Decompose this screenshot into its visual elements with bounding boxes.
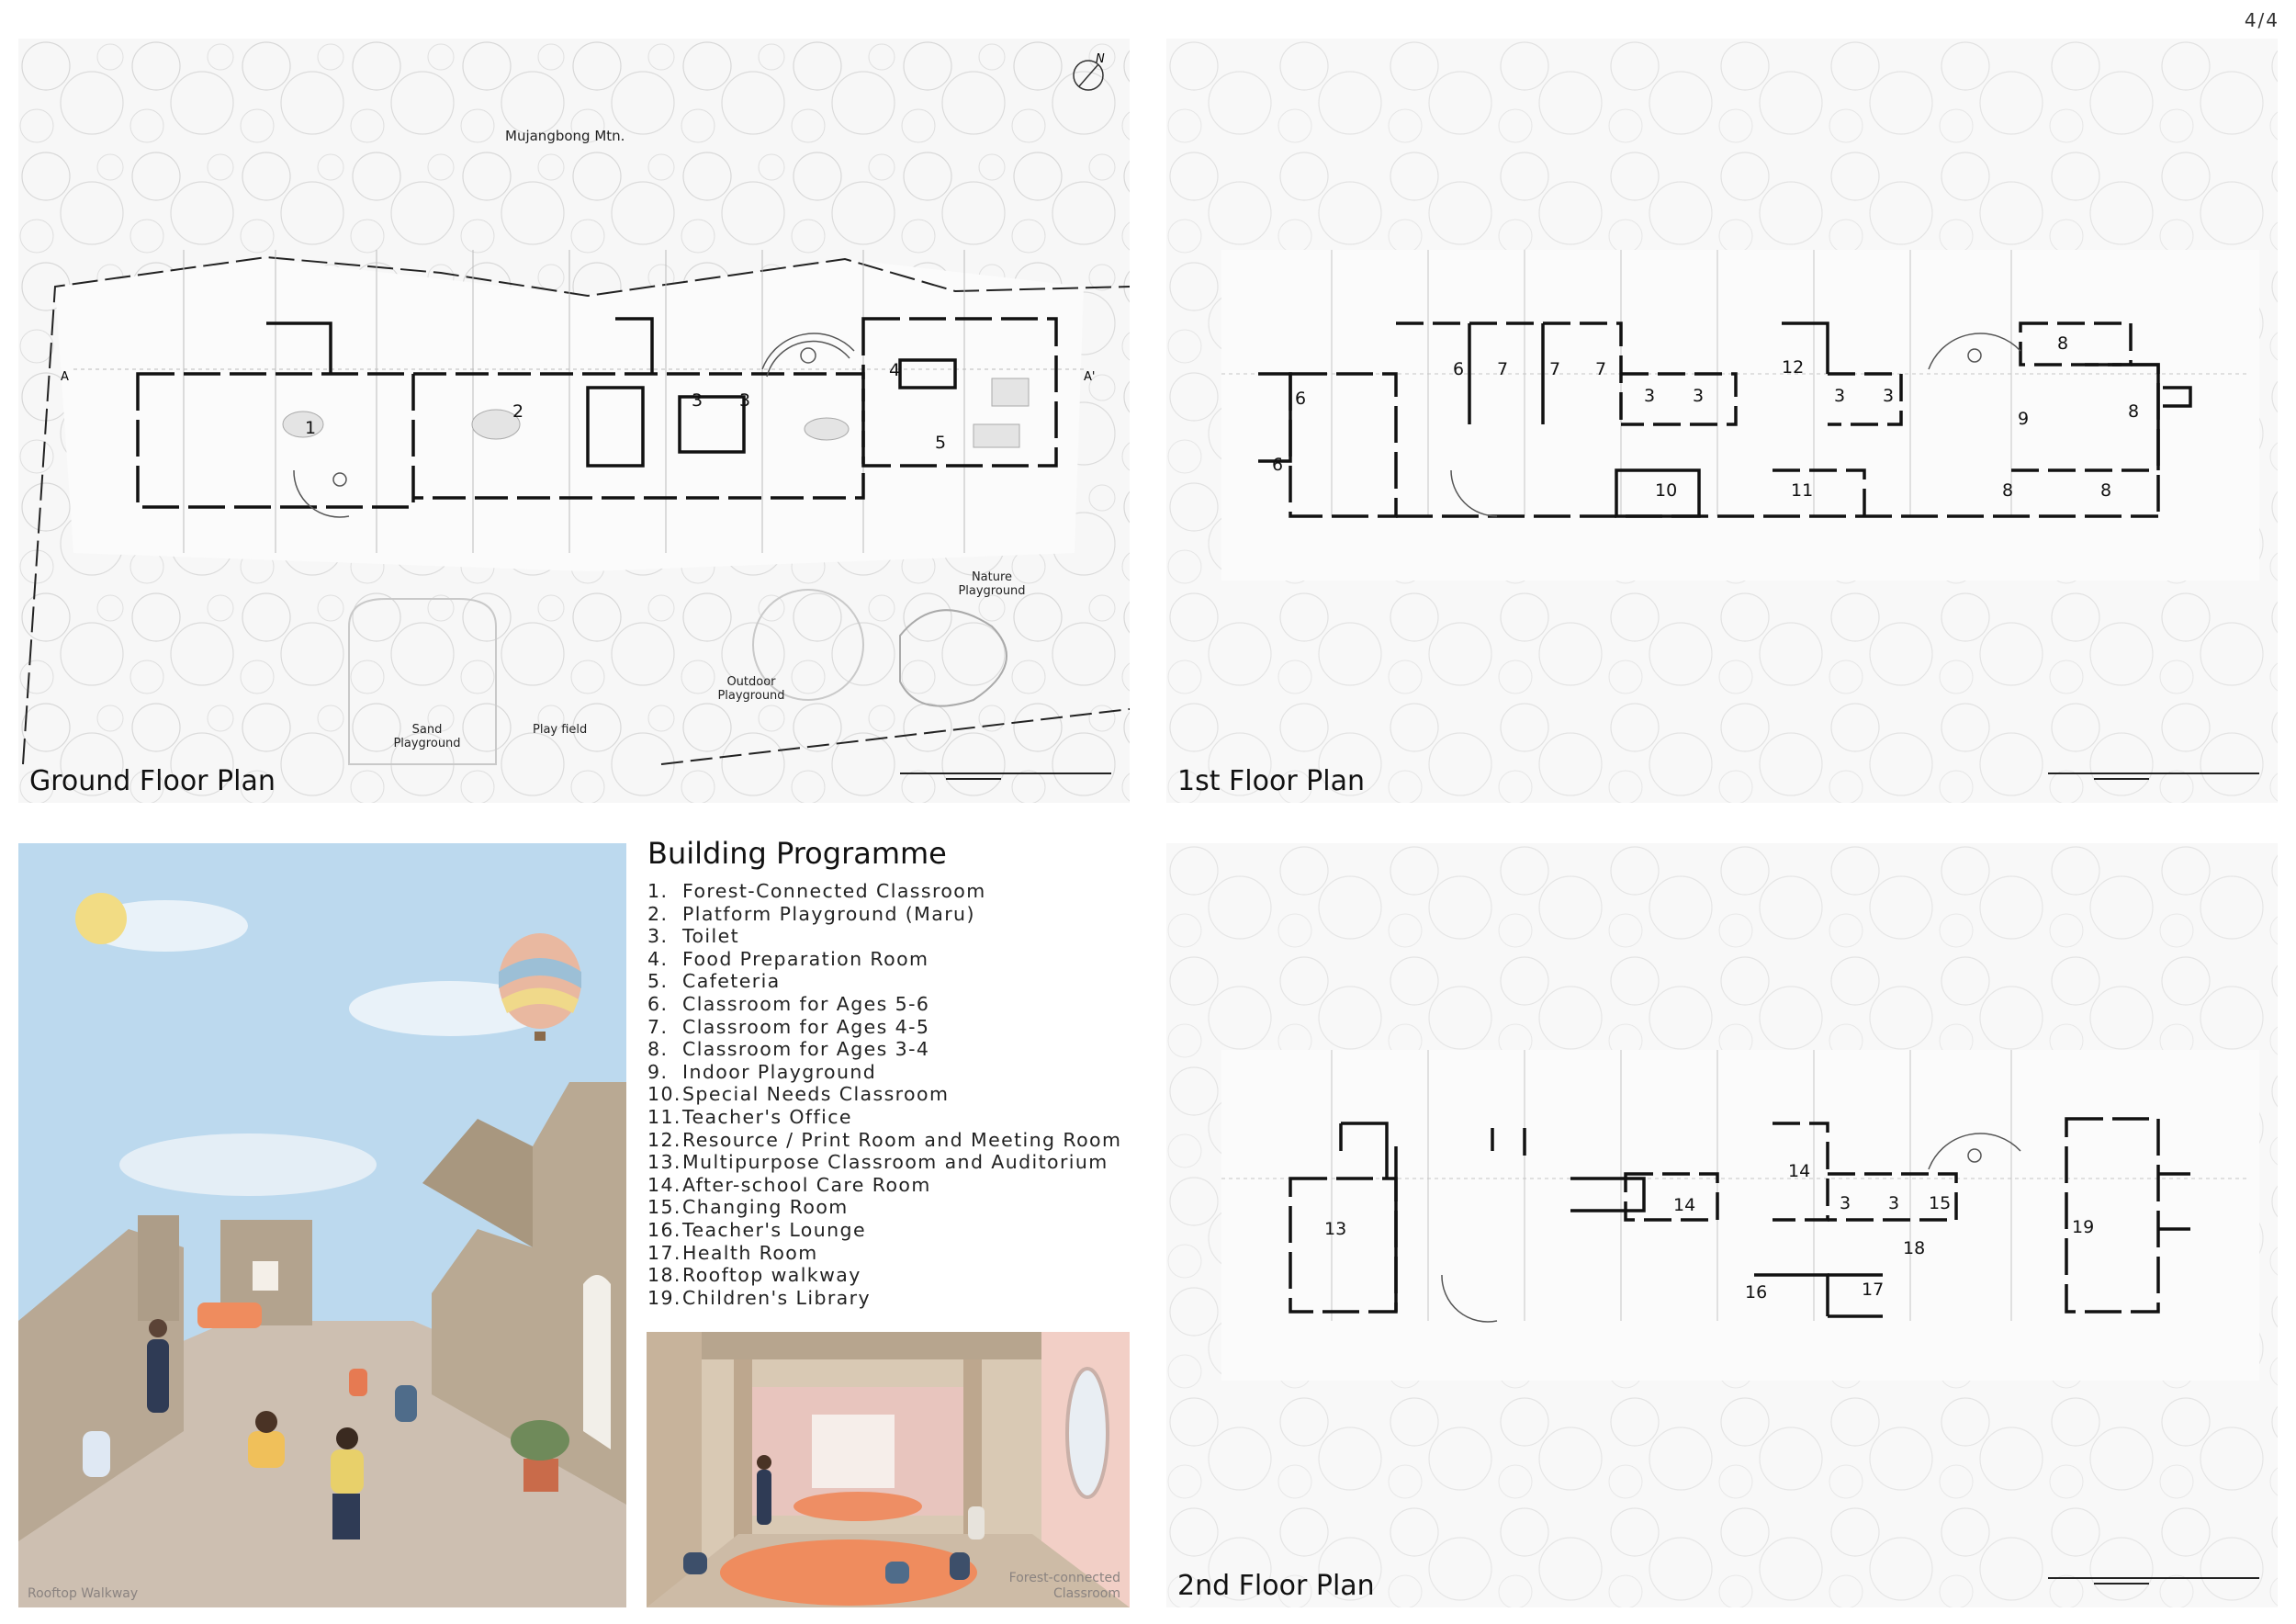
programme-item-number: 3. xyxy=(647,925,669,948)
room-number: 18 xyxy=(1903,1238,1926,1258)
programme-item-number: 6. xyxy=(647,992,669,1015)
programme-item xyxy=(647,1151,1121,1174)
programme-item-name: Forest-Connected Classroom xyxy=(682,880,986,902)
site-label-mountain: Mujangbong Mtn. xyxy=(505,128,625,144)
programme-item-name: Teacher's Office xyxy=(682,1105,852,1128)
second-floor-plan-title: 2nd Floor Plan xyxy=(1177,1570,1375,1602)
forest-classroom-caption: Forest-connected Classroom xyxy=(1008,1571,1120,1602)
site-label-nature-playground: Nature Playground xyxy=(958,570,1026,598)
room-number: 6 xyxy=(1272,455,1284,475)
programme-item-number: 12. xyxy=(647,1128,681,1151)
programme-item-name: Children's Library xyxy=(682,1286,872,1309)
room-number: 14 xyxy=(1673,1195,1696,1215)
programme-item-number: 4. xyxy=(647,947,669,970)
room-number: 3 xyxy=(1693,386,1705,406)
programme-item-number: 19. xyxy=(647,1286,681,1309)
room-number: 8 xyxy=(2128,401,2140,422)
room-number: 14 xyxy=(1788,1161,1811,1181)
programme-item xyxy=(647,1083,1121,1106)
room-number: 19 xyxy=(2072,1217,2095,1237)
programme-item-number: 5. xyxy=(647,970,669,993)
room-number: 3 xyxy=(1644,386,1656,406)
room-number: 2 xyxy=(512,401,524,422)
programme-item xyxy=(647,903,1121,926)
programme-item-number: 9. xyxy=(647,1060,669,1083)
programme-item-number: 1. xyxy=(647,880,669,902)
programme-item-name: Health Room xyxy=(682,1241,818,1264)
room-number: 8 xyxy=(2057,333,2069,354)
programme-item-name: Rooftop walkway xyxy=(682,1264,861,1287)
section-marker-a: A xyxy=(61,370,69,384)
room-number: 5 xyxy=(935,433,947,453)
programme-item-name: Special Needs Classroom xyxy=(682,1083,950,1106)
room-number: 10 xyxy=(1655,480,1678,501)
room-number: 8 xyxy=(2100,480,2112,501)
programme-item-name: Food Preparation Room xyxy=(682,947,929,970)
rooftop-walkway-caption: Rooftop Walkway xyxy=(28,1586,139,1602)
site-label-outdoor-playground: Outdoor Playground xyxy=(717,675,785,703)
programme-item-name: Cafeteria xyxy=(682,970,781,993)
programme-item xyxy=(647,948,1121,971)
room-number: 4 xyxy=(889,360,901,380)
room-number: 7 xyxy=(1549,359,1561,379)
second-floor-drawing xyxy=(1166,843,2278,1607)
site-label-sand-playground: Sand Playground xyxy=(393,723,461,750)
programme-list xyxy=(647,880,1121,1309)
room-number: 3 xyxy=(1840,1193,1851,1213)
room-number: 13 xyxy=(1324,1219,1347,1239)
room-number: 6 xyxy=(1453,359,1465,379)
room-number: 6 xyxy=(1295,389,1307,409)
room-number: 17 xyxy=(1862,1280,1885,1300)
room-number: 12 xyxy=(1782,357,1805,378)
room-number: 7 xyxy=(1595,359,1607,379)
programme-item-number: 2. xyxy=(647,902,669,925)
programme-item xyxy=(647,880,1121,903)
programme-item-name: Teacher's Lounge xyxy=(682,1218,866,1241)
programme-item-number: 8. xyxy=(647,1038,669,1061)
programme-item-name: Classroom for Ages 3-4 xyxy=(682,1038,930,1061)
programme-item xyxy=(647,1242,1121,1265)
programme-item xyxy=(647,1174,1121,1197)
ground-floor-plan-title: Ground Floor Plan xyxy=(29,765,276,797)
programme-item-name: Changing Room xyxy=(682,1196,849,1219)
ground-floor-drawing xyxy=(18,39,1130,803)
programme-item xyxy=(647,1016,1121,1039)
programme-title: Building Programme xyxy=(647,836,947,871)
programme-item xyxy=(647,1038,1121,1061)
site-label-play-field: Play field xyxy=(533,723,588,737)
programme-item xyxy=(647,1106,1121,1129)
first-floor-plan-title: 1st Floor Plan xyxy=(1177,765,1366,797)
north-label: N xyxy=(1096,52,1105,66)
rooftop-walkway-render xyxy=(18,843,626,1607)
section-marker-a-end: A' xyxy=(1084,370,1096,384)
programme-item xyxy=(647,1129,1121,1152)
first-floor-plan-panel xyxy=(1166,39,2278,803)
second-floor-plan-panel xyxy=(1166,843,2278,1607)
room-number: 15 xyxy=(1929,1193,1952,1213)
programme-item-name: Toilet xyxy=(682,925,740,948)
programme-item-number: 18. xyxy=(647,1264,681,1287)
forest-classroom-render xyxy=(647,1332,1130,1607)
room-number: 3 xyxy=(1888,1193,1900,1213)
page-number: 4/4 xyxy=(2244,9,2279,31)
programme-item xyxy=(647,1061,1121,1084)
programme-item-number: 15. xyxy=(647,1196,681,1219)
programme-item xyxy=(647,1219,1121,1242)
room-number: 3 xyxy=(739,390,751,411)
programme-item xyxy=(647,1196,1121,1219)
room-number: 11 xyxy=(1791,480,1814,501)
programme-item-number: 13. xyxy=(647,1151,681,1174)
room-number: 7 xyxy=(1497,359,1509,379)
room-number: 3 xyxy=(692,390,703,411)
programme-item-number: 17. xyxy=(647,1241,681,1264)
room-number: 9 xyxy=(2018,409,2030,429)
room-number: 16 xyxy=(1745,1282,1768,1303)
programme-item xyxy=(647,925,1121,948)
programme-item xyxy=(647,970,1121,993)
programme-item xyxy=(647,1287,1121,1310)
room-number: 1 xyxy=(305,418,317,438)
programme-item-name: Classroom for Ages 4-5 xyxy=(682,1015,930,1038)
programme-item-number: 16. xyxy=(647,1218,681,1241)
programme-item-name: Multipurpose Classroom and Auditorium xyxy=(682,1151,1109,1174)
programme-item-name: Resource / Print Room and Meeting Room xyxy=(682,1128,1122,1151)
first-floor-drawing xyxy=(1166,39,2278,803)
rooftop-walkway-illustration xyxy=(18,843,626,1607)
room-number: 8 xyxy=(2002,480,2014,501)
programme-item-name: Platform Playground (Maru) xyxy=(682,902,975,925)
programme-item xyxy=(647,993,1121,1016)
ground-floor-plan-panel xyxy=(18,39,1130,803)
programme-item-name: Indoor Playground xyxy=(682,1060,877,1083)
programme-item xyxy=(647,1264,1121,1287)
programme-item-number: 11. xyxy=(647,1105,681,1128)
programme-item-number: 10. xyxy=(647,1083,681,1106)
programme-item-name: Classroom for Ages 5-6 xyxy=(682,992,930,1015)
programme-item-number: 7. xyxy=(647,1015,669,1038)
room-number: 3 xyxy=(1834,386,1846,406)
programme-item-name: After-school Care Room xyxy=(682,1173,931,1196)
programme-item-number: 14. xyxy=(647,1173,681,1196)
room-number: 3 xyxy=(1883,386,1895,406)
forest-classroom-illustration xyxy=(647,1332,1130,1607)
